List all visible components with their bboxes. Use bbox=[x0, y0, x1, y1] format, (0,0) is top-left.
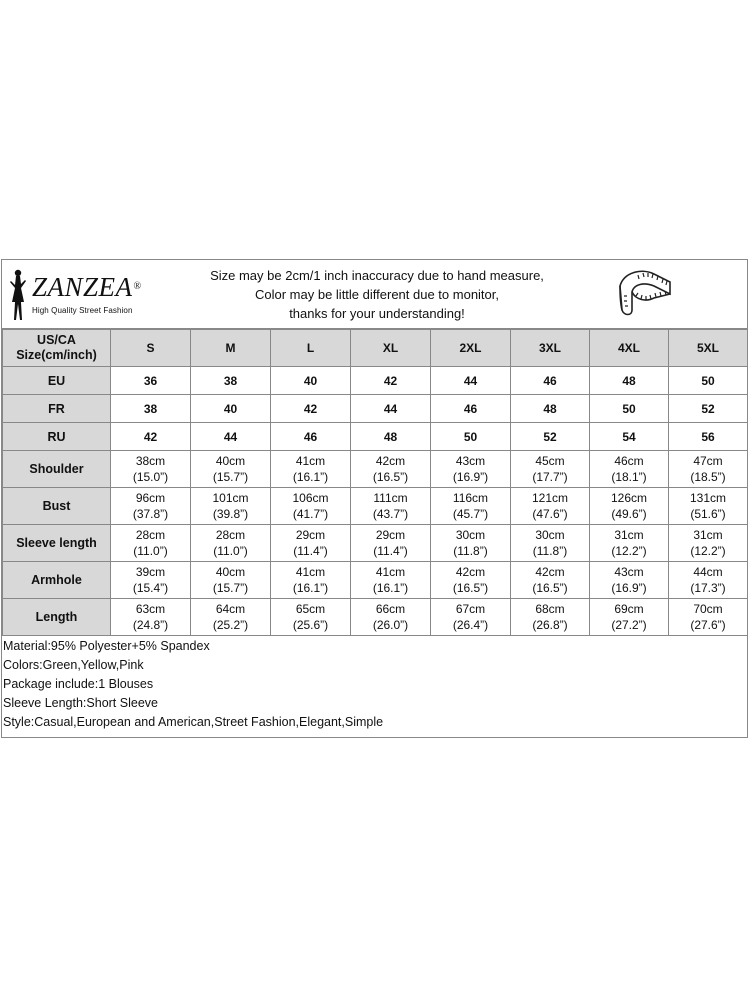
table-cell: 46cm (18.1”) bbox=[590, 451, 669, 488]
table-cell: 111cm (43.7”) bbox=[351, 488, 431, 525]
table-cell: 48 bbox=[351, 423, 431, 451]
table-cell: 31cm (12.2”) bbox=[669, 525, 748, 562]
table-cell: 46 bbox=[431, 395, 511, 423]
table-row bbox=[3, 395, 748, 423]
table-cell: 42cm (16.5”) bbox=[351, 451, 431, 488]
measurement-notice bbox=[182, 266, 572, 323]
detail-style: Style:Casual,European and American,Street Fashion,Elegant,Simple bbox=[3, 715, 384, 729]
table-cell: 106cm (41.7”) bbox=[271, 488, 351, 525]
measuring-tape-icon bbox=[614, 266, 676, 322]
table-cell: 54 bbox=[590, 423, 669, 451]
table-cell: 30cm (11.8”) bbox=[431, 525, 511, 562]
size-table bbox=[2, 329, 748, 636]
row-label: FR bbox=[3, 395, 111, 423]
detail-sleeve-length: Sleeve Length:Short Sleeve bbox=[3, 696, 158, 710]
table-cell: 47cm (18.5”) bbox=[669, 451, 748, 488]
detail-material: Material:95% Polyester+5% Spandex bbox=[3, 639, 210, 653]
measurement-row bbox=[3, 562, 748, 599]
size-column-header: S bbox=[111, 330, 191, 367]
chart-header bbox=[2, 260, 747, 329]
table-cell: 44 bbox=[351, 395, 431, 423]
row-label: Shoulder bbox=[3, 451, 111, 488]
table-cell: 50 bbox=[431, 423, 511, 451]
row-label: Armhole bbox=[3, 562, 111, 599]
size-column-header: XL bbox=[351, 330, 431, 367]
table-cell: 50 bbox=[590, 395, 669, 423]
table-cell: 46 bbox=[271, 423, 351, 451]
table-cell: 131cm (51.6”) bbox=[669, 488, 748, 525]
table-cell: 44cm (17.3”) bbox=[669, 562, 748, 599]
table-cell: 67cm (26.4”) bbox=[431, 599, 511, 636]
table-cell: 41cm (16.1”) bbox=[271, 562, 351, 599]
row-label: RU bbox=[3, 423, 111, 451]
size-chart bbox=[1, 259, 748, 738]
row-label: EU bbox=[3, 367, 111, 395]
row-label: Bust bbox=[3, 488, 111, 525]
table-cell: 38 bbox=[191, 367, 271, 395]
table-cell: 42 bbox=[271, 395, 351, 423]
table-cell: 42 bbox=[111, 423, 191, 451]
table-cell: 63cm (24.8”) bbox=[111, 599, 191, 636]
table-cell: 45cm (17.7”) bbox=[511, 451, 590, 488]
table-cell: 121cm (47.6”) bbox=[511, 488, 590, 525]
table-cell: 40cm (15.7”) bbox=[191, 451, 271, 488]
size-column-header: 5XL bbox=[669, 330, 748, 367]
table-cell: 38cm (15.0”) bbox=[111, 451, 191, 488]
size-column-header: 3XL bbox=[511, 330, 590, 367]
size-column-header: 4XL bbox=[590, 330, 669, 367]
table-cell: 48 bbox=[511, 395, 590, 423]
brand-logo bbox=[6, 268, 166, 324]
table-cell: 41cm (16.1”) bbox=[351, 562, 431, 599]
row-label: Sleeve length bbox=[3, 525, 111, 562]
table-cell: 40 bbox=[191, 395, 271, 423]
size-header-row bbox=[3, 330, 748, 367]
detail-colors: Colors:Green,Yellow,Pink bbox=[3, 658, 144, 672]
measurement-row bbox=[3, 488, 748, 525]
table-cell: 50 bbox=[669, 367, 748, 395]
table-cell: 44 bbox=[431, 367, 511, 395]
corner-label: US/CA Size(cm/inch) bbox=[3, 330, 111, 367]
table-cell: 43cm (16.9”) bbox=[590, 562, 669, 599]
table-cell: 64cm (25.2”) bbox=[191, 599, 271, 636]
size-column-header: 2XL bbox=[431, 330, 511, 367]
table-cell: 116cm (45.7”) bbox=[431, 488, 511, 525]
table-cell: 29cm (11.4”) bbox=[351, 525, 431, 562]
table-cell: 70cm (27.6”) bbox=[669, 599, 748, 636]
table-cell: 29cm (11.4”) bbox=[271, 525, 351, 562]
table-cell: 43cm (16.9”) bbox=[431, 451, 511, 488]
table-cell: 101cm (39.8”) bbox=[191, 488, 271, 525]
table-cell: 44 bbox=[191, 423, 271, 451]
notice-line: Color may be little different due to monitor, bbox=[255, 287, 499, 302]
table-cell: 48 bbox=[590, 367, 669, 395]
table-cell: 28cm (11.0”) bbox=[111, 525, 191, 562]
table-cell: 46 bbox=[511, 367, 590, 395]
table-cell: 40 bbox=[271, 367, 351, 395]
table-cell: 40cm (15.7”) bbox=[191, 562, 271, 599]
table-cell: 36 bbox=[111, 367, 191, 395]
measurement-row bbox=[3, 525, 748, 562]
table-cell: 68cm (26.8”) bbox=[511, 599, 590, 636]
table-cell: 42cm (16.5”) bbox=[431, 562, 511, 599]
brand-tagline: High Quality Street Fashion bbox=[32, 306, 133, 315]
row-label: Length bbox=[3, 599, 111, 636]
table-cell: 38 bbox=[111, 395, 191, 423]
table-cell: 30cm (11.8”) bbox=[511, 525, 590, 562]
table-cell: 41cm (16.1”) bbox=[271, 451, 351, 488]
notice-line: thanks for your understanding! bbox=[289, 306, 465, 321]
table-cell: 56 bbox=[669, 423, 748, 451]
table-cell: 31cm (12.2”) bbox=[590, 525, 669, 562]
table-cell: 66cm (26.0”) bbox=[351, 599, 431, 636]
table-cell: 52 bbox=[511, 423, 590, 451]
table-cell: 28cm (11.0”) bbox=[191, 525, 271, 562]
table-cell: 69cm (27.2”) bbox=[590, 599, 669, 636]
table-cell: 65cm (25.6”) bbox=[271, 599, 351, 636]
size-column-header: L bbox=[271, 330, 351, 367]
table-cell: 42cm (16.5”) bbox=[511, 562, 590, 599]
size-column-header: M bbox=[191, 330, 271, 367]
table-row bbox=[3, 423, 748, 451]
measurement-row bbox=[3, 451, 748, 488]
table-cell: 96cm (37.8”) bbox=[111, 488, 191, 525]
table-cell: 126cm (49.6”) bbox=[590, 488, 669, 525]
fashion-model-icon bbox=[6, 268, 30, 322]
table-cell: 52 bbox=[669, 395, 748, 423]
detail-package: Package include:1 Blouses bbox=[3, 677, 154, 691]
table-cell: 42 bbox=[351, 367, 431, 395]
table-cell: 39cm (15.4”) bbox=[111, 562, 191, 599]
table-row bbox=[3, 367, 748, 395]
measurement-row bbox=[3, 599, 748, 636]
product-details bbox=[2, 637, 747, 732]
notice-line: Size may be 2cm/1 inch inaccuracy due to hand measure, bbox=[210, 268, 544, 283]
brand-name: ZANZEA® bbox=[32, 272, 142, 302]
